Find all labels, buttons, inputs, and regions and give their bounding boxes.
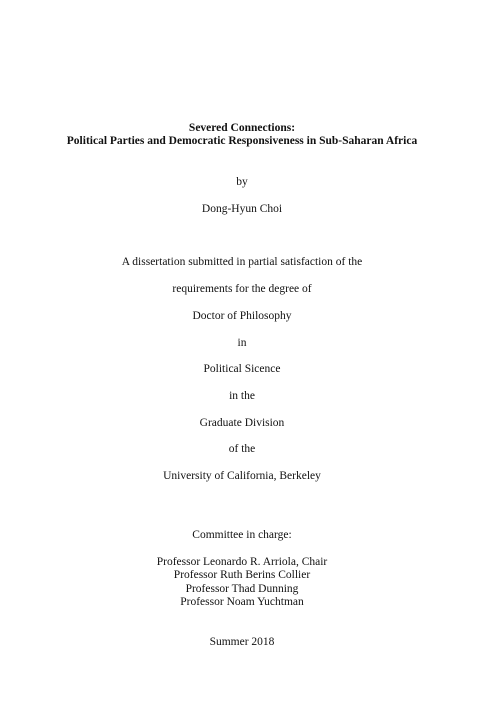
committee-member: Professor Thad Dunning: [185, 583, 299, 595]
title-line-1: Severed Connections:: [188, 122, 296, 134]
committee-heading: Committee in charge:: [192, 529, 292, 541]
title-line-2: Political Parties and Democratic Responsiveness in Sub-Saharan Africa: [66, 135, 418, 147]
of-the-text: of the: [228, 443, 256, 455]
by-text: by: [236, 176, 248, 188]
in-the-text: in the: [229, 390, 255, 402]
committee-member: Professor Leonardo R. Arriola, Chair: [156, 556, 328, 568]
degree-name: Doctor of Philosophy: [192, 310, 292, 322]
author-name: Dong-Hyun Choi: [201, 203, 283, 215]
submission-date: Summer 2018: [209, 636, 275, 648]
statement-line-2: requirements for the degree of: [172, 283, 312, 295]
university-name: University of California, Berkeley: [163, 470, 321, 482]
in-text: in: [237, 337, 247, 349]
field-name: Political Sicence: [203, 363, 281, 375]
committee-member: Professor Noam Yuchtman: [180, 596, 304, 608]
committee-member: Professor Ruth Berins Collier: [173, 569, 311, 581]
statement-line-1: A dissertation submitted in partial satisfaction of the: [121, 256, 363, 268]
division-name: Graduate Division: [199, 417, 285, 429]
